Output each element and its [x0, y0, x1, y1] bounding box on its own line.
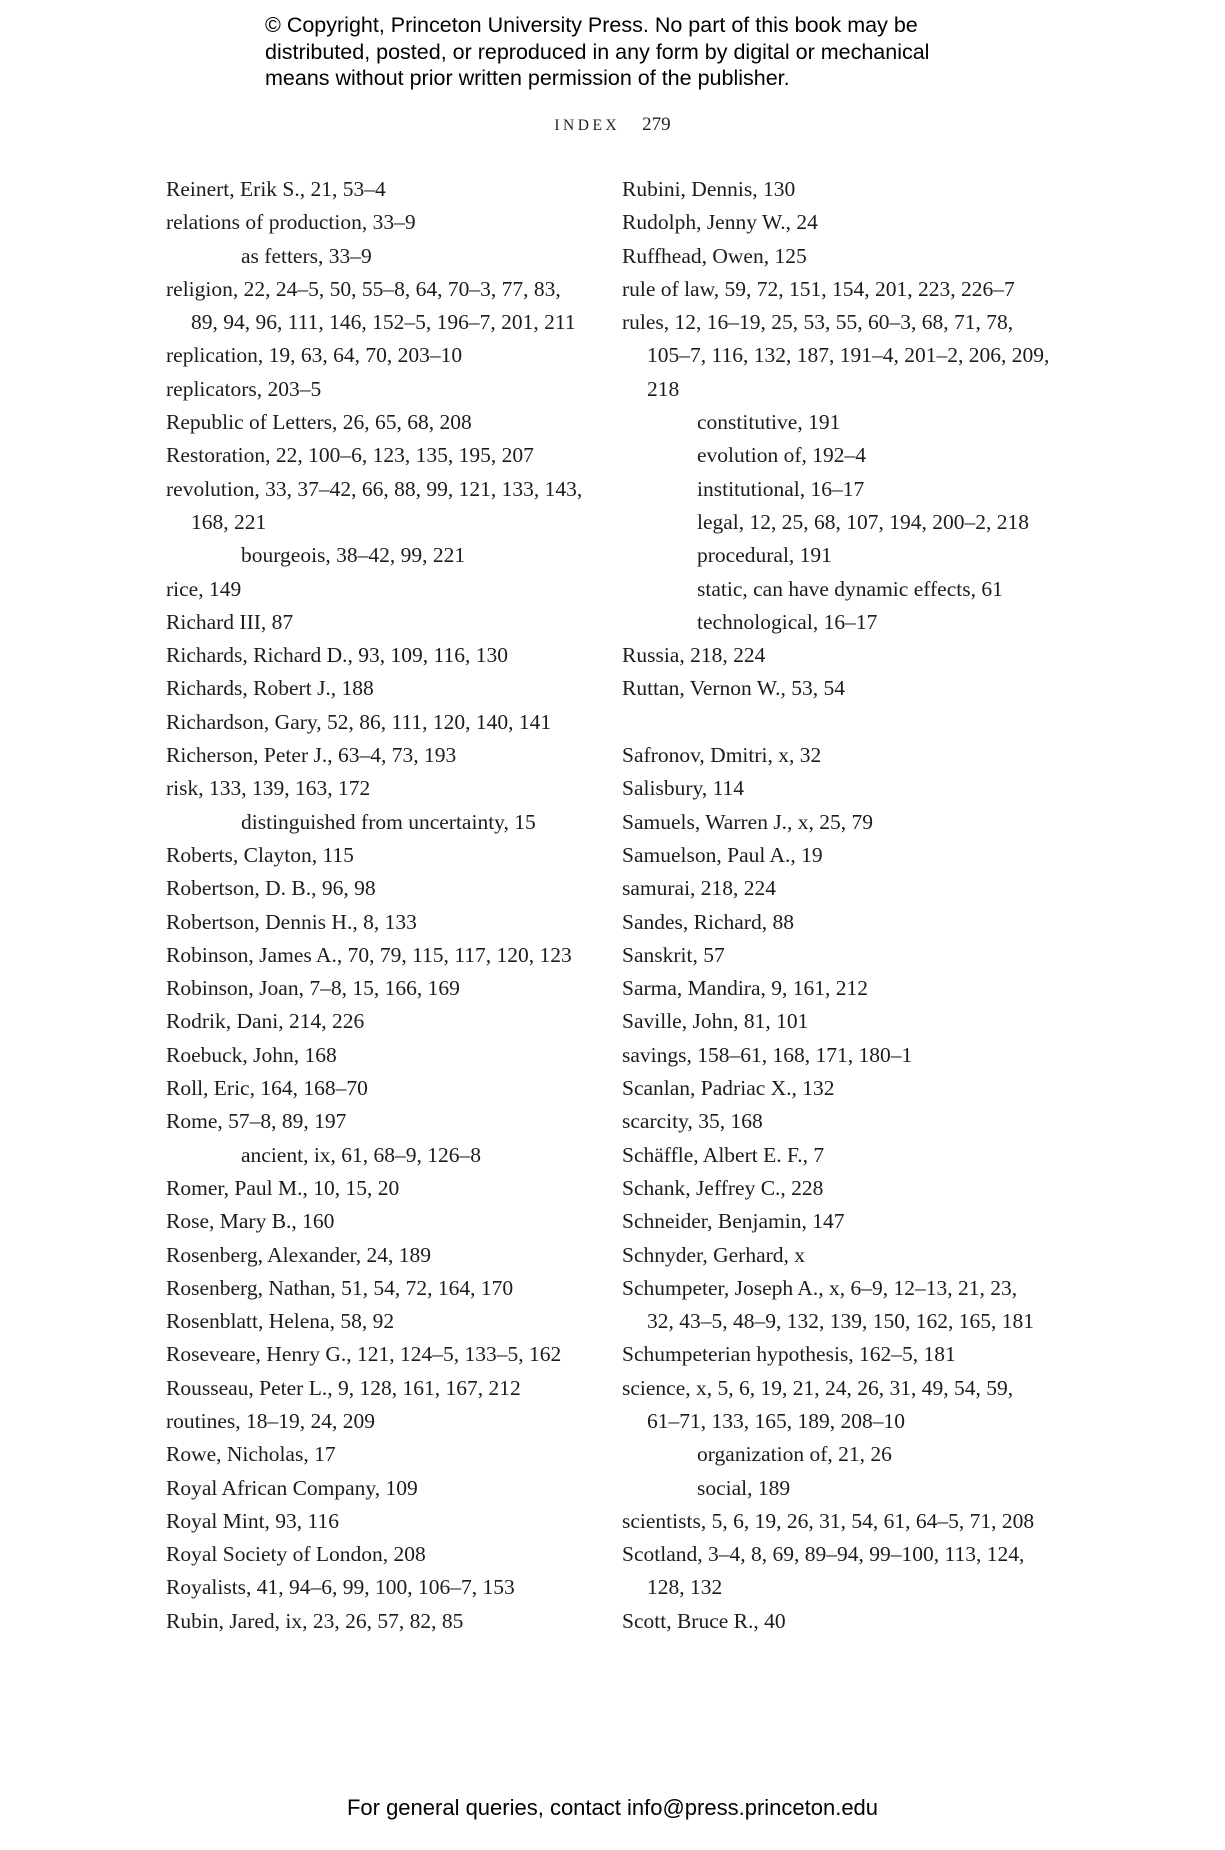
- index-entry: Russia, 218, 224: [622, 643, 766, 668]
- index-entry: rice, 149: [166, 576, 242, 601]
- index-entry: Roberts, Clayton, 115: [166, 842, 354, 867]
- index-entry: Richards, Robert J., 188: [166, 676, 374, 701]
- index-entry: Scott, Bruce R., 40: [622, 1608, 786, 1633]
- index-entry: Scotland, 3–4, 8, 69, 89–94, 99–100, 113, 124,: [622, 1542, 1025, 1567]
- footer-contact: For general queries, contact info@press.princeton.edu: [346, 1795, 879, 1820]
- index-entry: Romer, Paul M., 10, 15, 20: [166, 1175, 400, 1200]
- copyright-line: means without prior written permission of the publisher.: [265, 66, 790, 90]
- index-entry: Republic of Letters, 26, 65, 68, 208: [166, 410, 472, 435]
- index-entry: Rubini, Dennis, 130: [622, 177, 796, 201]
- index-entry: Rodrik, Dani, 214, 226: [166, 1009, 365, 1034]
- index-subentry: procedural, 191: [697, 543, 832, 568]
- section-label: INDEX: [554, 117, 621, 134]
- index-entry: religion, 22, 24–5, 50, 55–8, 64, 70–3, 77, 83,: [166, 276, 561, 301]
- index-entry: samurai, 218, 224: [622, 876, 777, 901]
- index-entry: Sanskrit, 57: [622, 942, 725, 967]
- index-entry: Rosenberg, Alexander, 24, 189: [166, 1242, 432, 1267]
- index-subentry: distinguished from uncertainty, 15: [241, 809, 536, 834]
- index-entry: Richardson, Gary, 52, 86, 111, 120, 140, 141: [166, 709, 552, 734]
- index-entry: scientists, 5, 6, 19, 26, 31, 54, 61, 64–5, 71, 208: [622, 1508, 1035, 1533]
- copyright-line: © Copyright, Princeton University Press. No part of this book may be: [265, 13, 918, 37]
- index-entry: Royal African Company, 109: [166, 1475, 418, 1500]
- letter-group-gap: [622, 706, 1042, 739]
- index-entry: Richards, Richard D., 93, 109, 116, 130: [166, 643, 508, 668]
- index-entry: Rome, 57–8, 89, 197: [166, 1109, 347, 1134]
- index-entry: Rosenblatt, Helena, 58, 92: [166, 1309, 395, 1334]
- index-entry: Richard III, 87: [166, 609, 294, 634]
- index-entry: science, x, 5, 6, 19, 21, 24, 26, 31, 49, 54, 59,: [622, 1375, 1014, 1400]
- index-subentry: evolution of, 192–4: [697, 443, 866, 468]
- page-number: 279: [642, 114, 671, 135]
- index-entry: Roseveare, Henry G., 121, 124–5, 133–5, 162: [166, 1342, 562, 1367]
- index-entry: risk, 133, 139, 163, 172: [166, 776, 371, 801]
- index-entry: Rousseau, Peter L., 9, 128, 161, 167, 212: [166, 1375, 521, 1400]
- index-entry: Samuels, Warren J., x, 25, 79: [622, 809, 874, 834]
- index-entry: relations of production, 33–9: [166, 210, 416, 235]
- index-subentry: institutional, 16–17: [697, 476, 865, 501]
- index-entry: Schumpeterian hypothesis, 162–5, 181: [622, 1342, 956, 1367]
- index-entry: Safronov, Dmitri, x, 32: [622, 743, 822, 768]
- index-entry: routines, 18–19, 24, 209: [166, 1408, 376, 1433]
- index-entry: Schneider, Benjamin, 147: [622, 1209, 845, 1234]
- index-subentry: legal, 12, 25, 68, 107, 194, 200–2, 218: [697, 509, 1030, 534]
- index-entry: replication, 19, 63, 64, 70, 203–10: [166, 343, 463, 368]
- index-entry: Salisbury, 114: [622, 776, 745, 801]
- index-entry: Scanlan, Padriac X., 132: [622, 1076, 835, 1101]
- index-entry-continuation: 218: [647, 376, 680, 401]
- index-entry: Royalists, 41, 94–6, 99, 100, 106–7, 153: [166, 1575, 515, 1600]
- index-entry: Sandes, Richard, 88: [622, 909, 794, 934]
- index-entry-continuation: 61–71, 133, 165, 189, 208–10: [647, 1408, 905, 1433]
- index-entry-continuation: 168, 221: [191, 509, 267, 534]
- index-entry: Roebuck, John, 168: [166, 1042, 337, 1067]
- index-entry: rule of law, 59, 72, 151, 154, 201, 223, 226–7: [622, 276, 1015, 301]
- index-entry: Ruffhead, Owen, 125: [622, 243, 807, 268]
- index-entry-continuation: 105–7, 116, 132, 187, 191–4, 201–2, 206, 209,: [647, 343, 1050, 368]
- index-entry-continuation: 128, 132: [647, 1575, 723, 1600]
- index-subentry: social, 189: [697, 1475, 791, 1500]
- index-entry: Ruttan, Vernon W., 53, 54: [622, 676, 845, 701]
- index-subentry: ancient, ix, 61, 68–9, 126–8: [241, 1142, 482, 1167]
- index-subentry: technological, 16–17: [697, 609, 878, 634]
- index-entry: rules, 12, 16–19, 25, 53, 55, 60–3, 68, 71, 78,: [622, 310, 1014, 335]
- index-entry: Royal Mint, 93, 116: [166, 1508, 339, 1533]
- index-subentry: bourgeois, 38–42, 99, 221: [241, 543, 466, 568]
- index-entry: Robinson, Joan, 7–8, 15, 166, 169: [166, 976, 460, 1001]
- index-entry: Robinson, James A., 70, 79, 115, 117, 120, 123: [166, 942, 572, 967]
- index-subentry: organization of, 21, 26: [697, 1442, 892, 1467]
- running-head: [0, 114, 1225, 136]
- index-subentry: as fetters, 33–9: [241, 243, 372, 268]
- index-entry: replicators, 203–5: [166, 376, 322, 401]
- index-entry: Saville, John, 81, 101: [622, 1009, 809, 1034]
- index-entry: savings, 158–61, 168, 171, 180–1: [622, 1042, 913, 1067]
- index-entry: Robertson, Dennis H., 8, 133: [166, 909, 417, 934]
- index-entry: Roll, Eric, 164, 168–70: [166, 1076, 368, 1101]
- index-entry: Sarma, Mandira, 9, 161, 212: [622, 976, 869, 1001]
- index-entry: Rudolph, Jenny W., 24: [622, 210, 818, 235]
- index-entry: Schäffle, Albert E. F., 7: [622, 1142, 825, 1167]
- index-entry: Rose, Mary B., 160: [166, 1209, 335, 1234]
- index-entry: Reinert, Erik S., 21, 53–4: [166, 177, 386, 201]
- index-entry-continuation: 32, 43–5, 48–9, 132, 139, 150, 162, 165, 181: [647, 1309, 1034, 1334]
- copyright-line: distributed, posted, or reproduced in any form by digital or mechanical: [265, 39, 930, 64]
- index-column-left: [166, 173, 586, 1638]
- index-entry: Rowe, Nicholas, 17: [166, 1442, 336, 1467]
- index-entry: Restoration, 22, 100–6, 123, 135, 195, 207: [166, 443, 534, 468]
- index-subentry: static, can have dynamic effects, 61: [697, 576, 1003, 601]
- index-entry: Rosenberg, Nathan, 51, 54, 72, 164, 170: [166, 1275, 514, 1300]
- index-entry: Richerson, Peter J., 63–4, 73, 193: [166, 743, 457, 768]
- index-entry: Royal Society of London, 208: [166, 1542, 426, 1567]
- index-subentry: constitutive, 191: [697, 410, 841, 435]
- index-column-right: [622, 173, 1050, 1638]
- index-entry: scarcity, 35, 168: [622, 1109, 763, 1134]
- index-entry: Samuelson, Paul A., 19: [622, 842, 823, 867]
- index-entry: Rubin, Jared, ix, 23, 26, 57, 82, 85: [166, 1608, 464, 1633]
- index-entry: Robertson, D. B., 96, 98: [166, 876, 376, 901]
- index-entry: Schank, Jeffrey C., 228: [622, 1175, 824, 1200]
- index-entry: Schnyder, Gerhard, x: [622, 1242, 806, 1267]
- index-entry: revolution, 33, 37–42, 66, 88, 99, 121, 133, 143,: [166, 476, 583, 501]
- index-entry: Schumpeter, Joseph A., x, 6–9, 12–13, 21, 23,: [622, 1275, 1018, 1300]
- index-entry-continuation: 89, 94, 96, 111, 146, 152–5, 196–7, 201, 211: [191, 310, 576, 335]
- copyright-notice: [265, 12, 1025, 92]
